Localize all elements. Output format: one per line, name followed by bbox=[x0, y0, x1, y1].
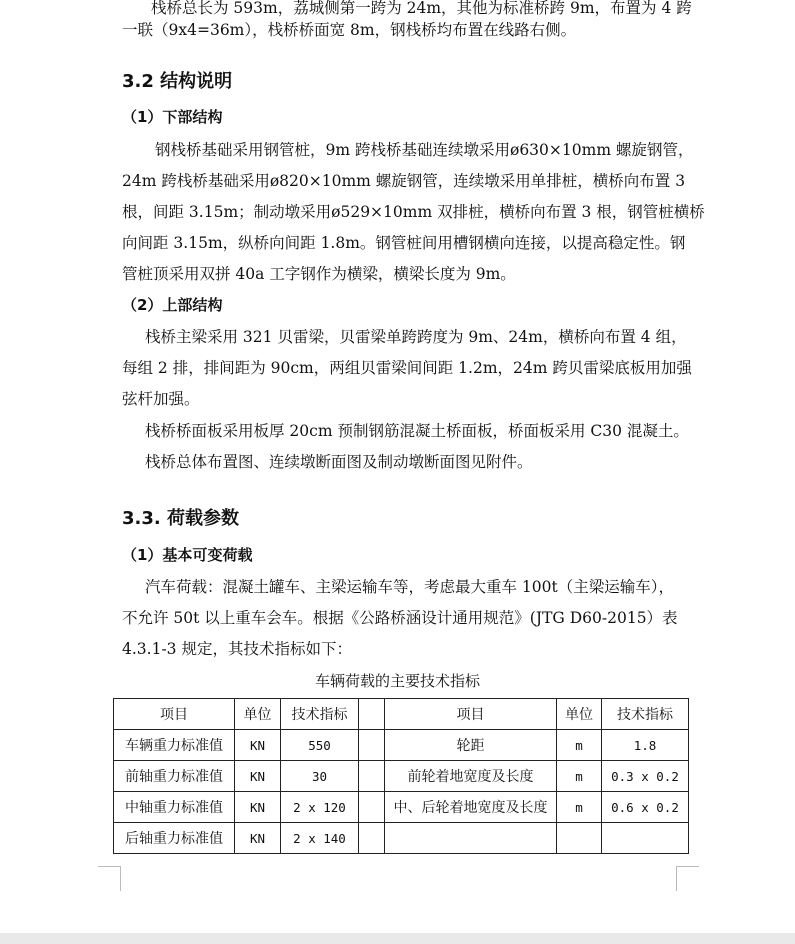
upper-structure-title: （2）上部结构 bbox=[122, 296, 223, 314]
lower-line-3: 根，间距 3.15m；制动墩采用ø529×10mm 双排桩，横桥向布置 3 根，钢管桩横桥 bbox=[122, 203, 705, 221]
lower-line-5: 管桩顶采用双拼 40a 工字钢作为横梁，横梁长度为 9m。 bbox=[122, 265, 516, 283]
intro-line-2: 一联（9x4=36m），栈桥桥面宽 8m，钢栈桥均布置在线路右侧。 bbox=[122, 21, 577, 39]
upper-line-2: 每组 2 排，排间距为 90cm，两组贝雷梁间间距 1.2m，24m 跨贝雷梁底板用加强 bbox=[122, 359, 692, 377]
lower-line-4: 向间距 3.15m，纵桥向间距 1.8m。钢管桩间用槽钢横向连接，以提高稳定性。钢 bbox=[122, 234, 686, 252]
upper-line-5: 栈桥总体布置图、连续墩断面图及制动墩断面图见附件。 bbox=[145, 453, 533, 471]
table-cell bbox=[385, 823, 557, 854]
vehicle-load-table bbox=[113, 698, 689, 854]
table-cell: KN bbox=[235, 761, 281, 792]
load-line-2: 不允许 50t 以上重车会车。根据《公路桥涵设计通用规范》(JTG D60-2015）表 bbox=[122, 609, 678, 627]
header-unit-2: 单位 bbox=[557, 699, 602, 730]
table-cell bbox=[359, 792, 385, 823]
table-header-row bbox=[114, 699, 689, 730]
basic-variable-load-title: （1）基本可变荷载 bbox=[122, 546, 253, 564]
table-row bbox=[114, 792, 689, 823]
table-caption: 车辆荷载的主要技术指标 bbox=[314, 672, 480, 690]
table-cell: 后轴重力标准值 bbox=[114, 823, 235, 854]
table-cell bbox=[359, 761, 385, 792]
table-cell: KN bbox=[235, 823, 281, 854]
table-cell: m bbox=[557, 730, 602, 761]
table-cell: 中轴重力标准值 bbox=[114, 792, 235, 823]
table-cell: 0.6 x 0.2 bbox=[602, 792, 689, 823]
crop-mark-right bbox=[676, 866, 699, 891]
section-3-3-title: 3.3. 荷载参数 bbox=[122, 508, 239, 529]
table-cell bbox=[359, 823, 385, 854]
table-cell: m bbox=[557, 792, 602, 823]
table-cell: 前轴重力标准值 bbox=[114, 761, 235, 792]
table-cell: 1.8 bbox=[602, 730, 689, 761]
upper-line-4: 栈桥桥面板采用板厚 20cm 预制钢筋混凝土桥面板，桥面板采用 C30 混凝土。 bbox=[145, 422, 689, 440]
table-cell: 0.3 x 0.2 bbox=[602, 761, 689, 792]
table-cell: KN bbox=[235, 730, 281, 761]
header-spec: 技术指标 bbox=[281, 699, 359, 730]
table-cell: 前轮着地宽度及长度 bbox=[385, 761, 557, 792]
table-cell: 2 x 120 bbox=[281, 792, 359, 823]
crop-mark-left bbox=[98, 866, 121, 891]
table-cell: 550 bbox=[281, 730, 359, 761]
page-gap bbox=[0, 933, 795, 944]
table-cell bbox=[557, 823, 602, 854]
table-cell: m bbox=[557, 761, 602, 792]
lower-structure-title: （1）下部结构 bbox=[122, 108, 223, 126]
table-cell: 30 bbox=[281, 761, 359, 792]
table-cell: KN bbox=[235, 792, 281, 823]
load-line-1: 汽车荷载：混凝土罐车、主梁运输车等，考虑最大重车 100t（主梁运输车）， bbox=[145, 578, 674, 596]
table-cell: 轮距 bbox=[385, 730, 557, 761]
header-item-2: 项目 bbox=[385, 699, 557, 730]
table-row bbox=[114, 823, 689, 854]
table-cell bbox=[359, 730, 385, 761]
header-unit: 单位 bbox=[235, 699, 281, 730]
table-row bbox=[114, 761, 689, 792]
header-item: 项目 bbox=[114, 699, 235, 730]
load-line-3: 4.3.1-3 规定，其技术指标如下： bbox=[122, 640, 352, 658]
header-spacer bbox=[359, 699, 385, 730]
upper-line-1: 栈桥主梁采用 321 贝雷梁，贝雷梁单跨跨度为 9m、24m，横桥向布置 4 组， bbox=[145, 328, 687, 346]
section-3-2-title: 3.2 结构说明 bbox=[122, 71, 233, 92]
table-cell: 中、后轮着地宽度及长度 bbox=[385, 792, 557, 823]
lower-line-2: 24m 跨栈桥基础采用ø820×10mm 螺旋钢管，连续墩采用单排桩，横桥向布置 3 bbox=[122, 172, 686, 190]
table-cell bbox=[602, 823, 689, 854]
table-cell: 2 x 140 bbox=[281, 823, 359, 854]
upper-line-3: 弦杆加强。 bbox=[122, 390, 200, 408]
header-spec-2: 技术指标 bbox=[602, 699, 689, 730]
lower-line-1: 钢栈桥基础采用钢管桩，9m 跨栈桥基础连续墩采用ø630×10mm 螺旋钢管， bbox=[155, 141, 694, 159]
intro-line-1: 栈桥总长为 593m，荔城侧第一跨为 24m，其他为标准桥跨 9m，布置为 4 跨 bbox=[151, 0, 692, 17]
table-cell: 车辆重力标准值 bbox=[114, 730, 235, 761]
table-row bbox=[114, 730, 689, 761]
